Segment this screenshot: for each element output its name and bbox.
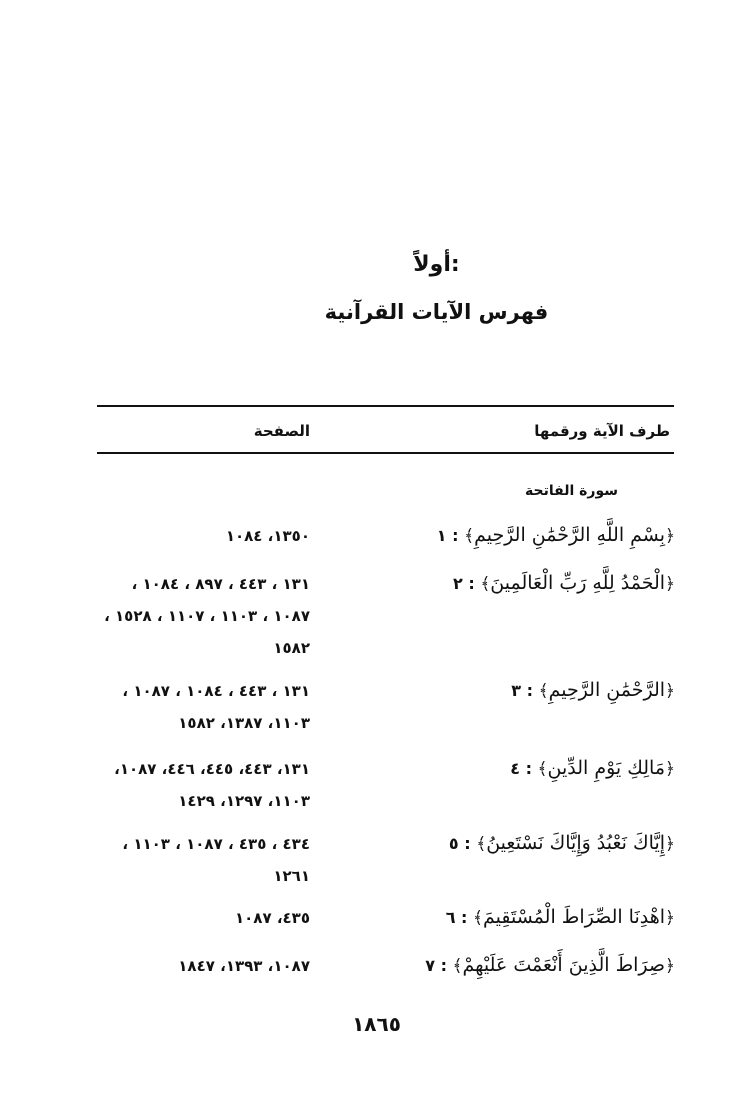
- page-refs-line: ١٠٨٧، ١٣٩٣، ١٨٤٧: [178, 957, 310, 975]
- page-refs-cell: [70, 753, 310, 817]
- table-header-rule: [97, 452, 674, 454]
- page-refs-line: ١٢٦١: [273, 867, 310, 885]
- page-refs-cell: [70, 568, 310, 664]
- page-refs-line: ٤٣٥، ١٠٨٧: [234, 909, 310, 927]
- verse-cell: ﴿إِيَّاكَ نَعْبُدُ وَإِيَّاكَ نَسْتَعِينُ﴾ : ٥: [448, 832, 675, 854]
- table-top-rule: [97, 405, 674, 407]
- verse-number: ٧: [425, 956, 435, 975]
- verse-cell: ﴿اهْدِنَا الصِّرَاطَ الْمُسْتَقِيمَ﴾ : ٦: [445, 906, 675, 928]
- page-refs-line: ١٥٨٢: [273, 639, 310, 657]
- verse-number: ٥: [448, 834, 459, 853]
- verse-text: الْحَمْدُ لِلَّهِ رَبِّ الْعَالَمِينَ: [490, 572, 666, 594]
- page-refs-line: ١١٠٣، ١٢٩٧، ١٤٢٩: [178, 792, 310, 810]
- verse-cell: ﴿مَالِكِ يَوْمِ الدِّينِ﴾ : ٤: [510, 757, 675, 779]
- page-number: ١٨٦٥: [352, 1012, 401, 1036]
- page-refs-line: ١٣١، ٤٤٣، ٤٤٥، ٤٤٦، ١٠٨٧،: [114, 760, 310, 778]
- page-refs-cell: [70, 520, 310, 552]
- page-refs-cell: [70, 828, 310, 892]
- page-refs-line: ١١٠٣، ١٣٨٧، ١٥٨٢: [178, 714, 310, 732]
- verse-number: ٣: [511, 681, 522, 700]
- verse-text: صِرَاطَ الَّذِينَ أَنْعَمْتَ عَلَيْهِمْ: [462, 954, 666, 976]
- page-refs-cell: [70, 675, 310, 739]
- verse-text: اهْدِنَا الصِّرَاطَ الْمُسْتَقِيمَ: [483, 906, 666, 928]
- verse-number: ٢: [453, 574, 463, 593]
- page-refs-line: ٤٣٤ ، ٤٣٥ ، ١٠٨٧ ، ١١٠٣ ،: [122, 835, 310, 853]
- page-refs-line: ١٣١ ، ٤٤٣ ، ٨٩٧ ، ١٠٨٤ ،: [131, 575, 310, 593]
- verse-cell: ﴿الْحَمْدُ لِلَّهِ رَبِّ الْعَالَمِينَ﴾ : ٢: [453, 572, 675, 594]
- verse-column-header: طرف الآية ورقمها: [534, 422, 670, 440]
- verse-cell: ﴿الرَّحْمَٰنِ الرَّحِيمِ﴾ : ٣: [511, 679, 675, 701]
- verse-text: إِيَّاكَ نَعْبُدُ وَإِيَّاكَ نَسْتَعِينُ: [486, 832, 666, 854]
- page-refs-cell: [70, 950, 310, 982]
- section-title: فهرس الآيات القرآنية: [324, 300, 549, 324]
- verse-cell: ﴿صِرَاطَ الَّذِينَ أَنْعَمْتَ عَلَيْهِمْ﴾ : ٧: [425, 954, 675, 976]
- page-refs-line: ١٣٥٠، ١٠٨٤: [225, 527, 310, 545]
- verse-number: ٤: [510, 759, 520, 778]
- surah-title: سورة الفاتحة: [525, 483, 618, 499]
- verse-cell: ﴿بِسْمِ اللَّهِ الرَّحْمَٰنِ الرَّحِيمِ﴾ : ١: [436, 524, 675, 546]
- verse-text: مَالِكِ يَوْمِ الدِّينِ: [547, 757, 666, 779]
- page-refs-line: ١٣١ ، ٤٤٣ ، ١٠٨٤ ، ١٠٨٧ ،: [122, 682, 310, 700]
- page-column-header: الصفحة: [253, 422, 310, 440]
- verse-text: بِسْمِ اللَّهِ الرَّحْمَٰنِ الرَّحِيمِ: [474, 524, 666, 546]
- verse-number: ١: [436, 526, 447, 545]
- section-number-label: أولاً:: [413, 252, 460, 277]
- page-refs-line: ١٠٨٧ ، ١١٠٣ ، ١١٠٧ ، ١٥٢٨ ،: [104, 607, 310, 625]
- page-refs-cell: [70, 902, 310, 934]
- verse-number: ٦: [445, 908, 456, 927]
- verse-text: الرَّحْمَٰنِ الرَّحِيمِ: [548, 679, 666, 701]
